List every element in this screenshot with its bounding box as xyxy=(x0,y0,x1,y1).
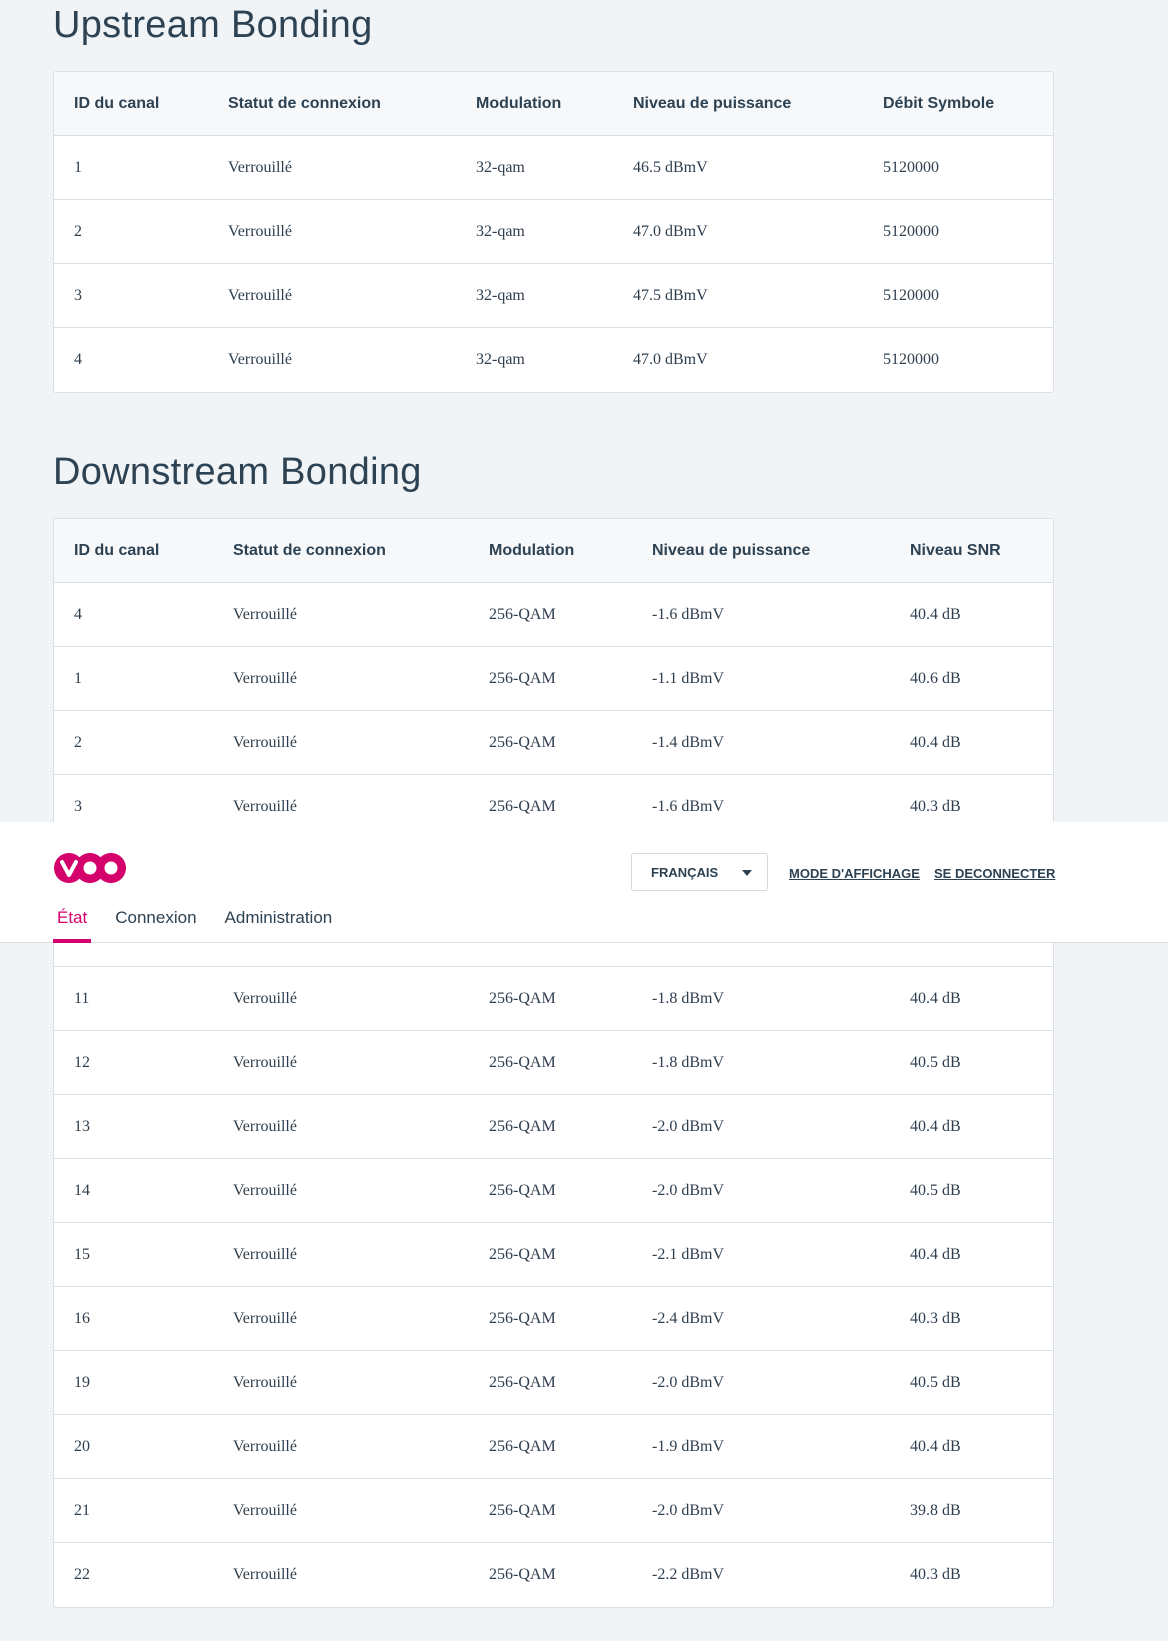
cell-channel-id: 2 xyxy=(74,222,82,240)
cell-modulation: 32-qam xyxy=(476,222,525,240)
cell-modulation: 256-QAM xyxy=(489,1309,556,1327)
table-row xyxy=(54,1287,1053,1351)
downstream-title: Downstream Bonding xyxy=(53,451,422,493)
table-row-partial xyxy=(54,943,1053,967)
cell-power: -2.2 dBmV xyxy=(652,1566,724,1583)
upstream-rows xyxy=(54,136,1053,392)
cell-modulation: 256-QAM xyxy=(489,1566,556,1583)
cell-channel-id: 4 xyxy=(74,605,82,623)
cell-power: -2.0 dBmV xyxy=(652,1373,724,1391)
cell-status: Verrouillé xyxy=(233,1181,297,1199)
cell-channel-id: 19 xyxy=(74,1373,90,1391)
table-row xyxy=(54,1479,1053,1543)
cell-status: Verrouillé xyxy=(228,286,292,304)
table-row xyxy=(54,1095,1053,1159)
column-header-status: Statut de connexion xyxy=(233,541,386,559)
cell-status: Verrouillé xyxy=(233,1309,297,1327)
cell-status: Verrouillé xyxy=(233,798,297,815)
cell-status: Verrouillé xyxy=(233,1501,297,1519)
cell-power: -2.0 dBmV xyxy=(652,1117,724,1135)
cell-channel-id: 22 xyxy=(74,1566,90,1583)
cell-modulation: 256-QAM xyxy=(489,1501,556,1519)
voo-logo-icon[interactable] xyxy=(53,852,127,884)
cell-value: 40.5 dB xyxy=(910,1181,961,1199)
table-row xyxy=(54,1223,1053,1287)
cell-status: Verrouillé xyxy=(233,1373,297,1391)
column-header-symbol-rate: Débit Symbole xyxy=(883,94,995,112)
downstream-table-bottom xyxy=(53,943,1054,1608)
cell-modulation: 32-qam xyxy=(476,351,525,368)
cell-value: 40.3 dB xyxy=(910,1566,961,1583)
cell-power: -1.8 dBmV xyxy=(652,989,724,1007)
cell-value: 39.8 dB xyxy=(910,1501,961,1519)
main-tabs xyxy=(53,908,356,943)
cell-status: Verrouillé xyxy=(228,158,292,176)
cell-status: Verrouillé xyxy=(233,1245,297,1263)
tab-etat[interactable]: État xyxy=(53,908,91,943)
cell-status: Verrouillé xyxy=(233,1566,297,1583)
cell-power: 47.0 dBmV xyxy=(633,222,708,240)
column-header-channel-id: ID du canal xyxy=(74,94,160,112)
table-row xyxy=(54,647,1053,711)
tab-administration[interactable]: Administration xyxy=(224,908,333,927)
cell-modulation: 256-QAM xyxy=(489,605,556,623)
cell-status: Verrouillé xyxy=(233,1437,297,1455)
cell-status: Verrouillé xyxy=(233,989,297,1007)
cell-value: 5120000 xyxy=(883,222,939,240)
tab-connexion[interactable]: Connexion xyxy=(115,908,197,927)
table-row xyxy=(54,1031,1053,1095)
column-header-modulation: Modulation xyxy=(489,541,575,559)
upstream-table xyxy=(53,71,1054,393)
cell-power: -1.6 dBmV xyxy=(652,798,724,815)
table-row xyxy=(54,711,1053,775)
cell-channel-id: 3 xyxy=(74,798,82,815)
language-select-value: FRANÇAIS xyxy=(651,864,719,880)
cell-status: Verrouillé xyxy=(228,222,292,240)
cell-value: 40.5 dB xyxy=(910,1053,961,1071)
cell-modulation: 256-QAM xyxy=(489,1117,556,1135)
table-header-row xyxy=(54,72,1053,136)
cell-power: -1.1 dBmV xyxy=(652,669,724,687)
column-header-power: Niveau de puissance xyxy=(652,541,811,559)
cell-modulation: 256-QAM xyxy=(489,798,556,815)
cell-channel-id: 13 xyxy=(74,1117,90,1135)
column-header-status: Statut de connexion xyxy=(228,94,381,112)
cell-value: 5120000 xyxy=(883,351,939,368)
table-row xyxy=(54,1543,1053,1607)
table-row xyxy=(54,328,1053,392)
cell-value: 40.4 dB xyxy=(910,605,961,623)
column-header-snr: Niveau SNR xyxy=(910,541,1001,559)
table-row xyxy=(54,200,1053,264)
cell-channel-id: 14 xyxy=(74,1181,90,1199)
downstream-rows-bottom xyxy=(54,967,1053,1607)
cell-power: 47.0 dBmV xyxy=(633,351,708,368)
cell-value: 40.4 dB xyxy=(910,1437,961,1455)
cell-value: 40.4 dB xyxy=(910,1117,961,1135)
downstream-rows-top xyxy=(54,583,1053,839)
cell-status: Verrouillé xyxy=(233,605,297,623)
cell-power: -2.1 dBmV xyxy=(652,1245,724,1263)
column-header-channel-id: ID du canal xyxy=(74,541,160,559)
cell-status: Verrouillé xyxy=(233,1117,297,1135)
cell-value: 5120000 xyxy=(883,286,939,304)
cell-power: -2.0 dBmV xyxy=(652,1501,724,1519)
cell-modulation: 32-qam xyxy=(476,286,525,304)
cell-modulation: 256-QAM xyxy=(489,1437,556,1455)
cell-channel-id: 21 xyxy=(74,1501,90,1519)
cell-power: 46.5 dBmV xyxy=(633,158,708,176)
cell-value: 40.4 dB xyxy=(910,989,961,1007)
logout-link[interactable]: SE DECONNECTER xyxy=(934,866,1056,881)
table-row xyxy=(54,264,1053,328)
downstream-table-top xyxy=(53,518,1054,843)
cell-value: 40.5 dB xyxy=(910,1373,961,1391)
cell-power: -1.9 dBmV xyxy=(652,1437,724,1455)
top-navbar xyxy=(0,822,1168,943)
table-row xyxy=(54,967,1053,1031)
cell-modulation: 256-QAM xyxy=(489,669,556,687)
table-row xyxy=(54,1159,1053,1223)
cell-status: Verrouillé xyxy=(228,351,292,368)
cell-modulation: 32-qam xyxy=(476,158,525,176)
cell-channel-id: 20 xyxy=(74,1437,90,1455)
cell-power: 47.5 dBmV xyxy=(633,286,708,304)
cell-status: Verrouillé xyxy=(233,669,297,687)
cell-power: -1.8 dBmV xyxy=(652,1053,724,1071)
cell-channel-id: 4 xyxy=(74,351,82,368)
cell-channel-id: 11 xyxy=(74,989,90,1007)
cell-power: -1.4 dBmV xyxy=(652,733,724,751)
cell-value: 5120000 xyxy=(883,158,939,176)
cell-status: Verrouillé xyxy=(233,1053,297,1071)
upstream-title: Upstream Bonding xyxy=(53,4,373,46)
cell-channel-id: 12 xyxy=(74,1053,90,1071)
cell-channel-id: 1 xyxy=(74,669,82,687)
column-header-modulation: Modulation xyxy=(476,94,562,112)
language-select[interactable] xyxy=(631,853,768,891)
cell-value: 40.3 dB xyxy=(910,1309,961,1327)
table-row xyxy=(54,136,1053,200)
cell-modulation: 256-QAM xyxy=(489,989,556,1007)
column-header-power: Niveau de puissance xyxy=(633,94,792,112)
cell-modulation: 256-QAM xyxy=(489,1181,556,1199)
cell-status: Verrouillé xyxy=(233,733,297,751)
cell-power: -2.4 dBmV xyxy=(652,1309,724,1327)
cell-value: 40.6 dB xyxy=(910,669,961,687)
cell-power: -2.0 dBmV xyxy=(652,1181,724,1199)
cell-value: 40.4 dB xyxy=(910,733,961,751)
cell-value: 40.4 dB xyxy=(910,1245,961,1263)
cell-channel-id: 1 xyxy=(74,158,82,176)
cell-channel-id: 3 xyxy=(74,286,82,304)
cell-power: -1.6 dBmV xyxy=(652,605,724,623)
cell-channel-id: 16 xyxy=(74,1309,90,1327)
table-row xyxy=(54,1415,1053,1479)
cell-modulation: 256-QAM xyxy=(489,1053,556,1071)
cell-modulation: 256-QAM xyxy=(489,1245,556,1263)
table-header-row xyxy=(54,519,1053,583)
cell-value: 40.3 dB xyxy=(910,798,961,815)
cell-channel-id: 15 xyxy=(74,1245,90,1263)
chevron-down-icon xyxy=(742,870,752,876)
table-row xyxy=(54,1351,1053,1415)
display-mode-link[interactable]: MODE D'AFFICHAGE xyxy=(789,866,920,881)
cell-channel-id: 2 xyxy=(74,733,82,751)
table-row xyxy=(54,583,1053,647)
cell-modulation: 256-QAM xyxy=(489,733,556,751)
cell-modulation: 256-QAM xyxy=(489,1373,556,1391)
